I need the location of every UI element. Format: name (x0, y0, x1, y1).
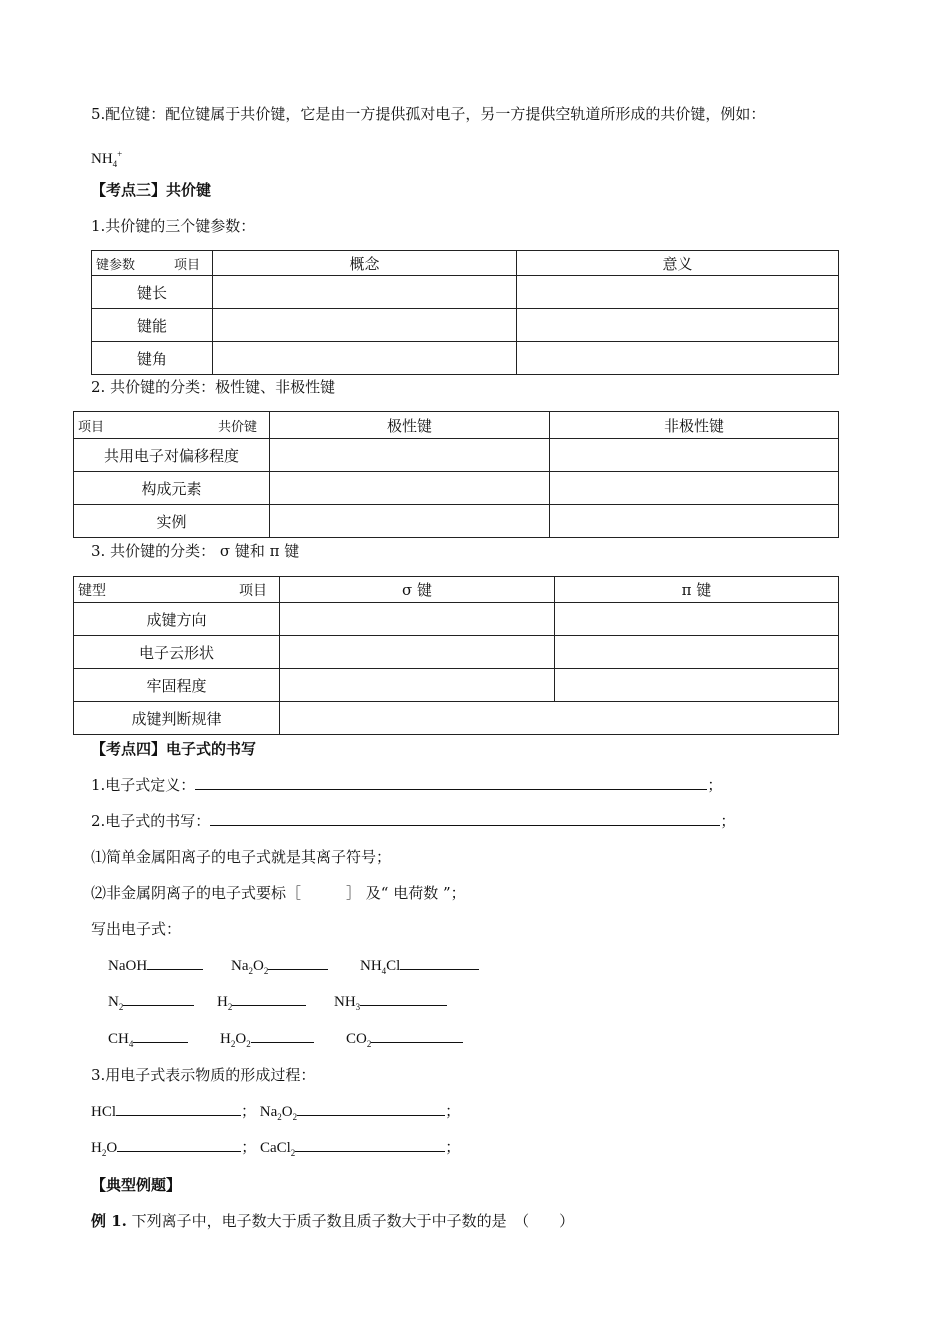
formula-h2: $H_2$ (217, 991, 306, 1017)
row-label: 共用电子对偏移程度 (74, 439, 270, 472)
answer-blank[interactable] (295, 1137, 445, 1152)
table-cell[interactable] (555, 636, 839, 669)
write-out-label: 写出电子式： (91, 920, 182, 938)
table-cell[interactable] (270, 439, 550, 472)
formula-nh4: $NH_4^+$ (91, 149, 123, 169)
row-label: 牢固程度 (74, 669, 280, 702)
answer-blank[interactable] (232, 991, 306, 1006)
answer-blank[interactable] (133, 1028, 188, 1043)
row-label: 实例 (74, 505, 270, 538)
answer-blank[interactable] (400, 955, 479, 970)
table-cell[interactable] (213, 342, 517, 375)
table-corner: 项目 共价键 (74, 412, 270, 439)
table-cell[interactable] (517, 309, 839, 342)
row-label: 键长 (92, 276, 213, 309)
section3-heading: 【考点三】共价键 (91, 181, 212, 199)
formula-nh4cl: $NH_4Cl$ (360, 955, 479, 981)
table-cell[interactable] (550, 505, 839, 538)
table-cell[interactable] (270, 505, 550, 538)
answer-blank[interactable] (117, 1137, 241, 1152)
row-label: 成键方向 (74, 603, 280, 636)
table-sigma-pi (73, 576, 839, 735)
formula-n2: $N_2$ (108, 991, 194, 1017)
col-header: 意义 (517, 251, 839, 276)
text-item5: 5.配位键：配位键属于共价键，它是由一方提供孤对电子，另一方提供空轨道所形成的共价键，例如： (91, 105, 766, 123)
question-2: 2. 共价键的分类：极性键、非极性键 (91, 378, 336, 396)
table-cell[interactable] (517, 276, 839, 309)
question-3-process: 3.用电子式表示物质的形成过程： (91, 1066, 316, 1084)
col-header: π 键 (555, 577, 839, 603)
formula-co2: $CO_2$ (346, 1028, 463, 1054)
answer-blank[interactable] (116, 1101, 241, 1116)
table-polarity (73, 411, 839, 538)
section4-heading: 【考点四】电子式的书写 (91, 740, 257, 758)
question-1: 1.共价键的三个键参数： (91, 217, 256, 235)
table-cell[interactable] (280, 669, 555, 702)
col-header: 极性键 (270, 412, 550, 439)
answer-blank[interactable] (371, 1028, 463, 1043)
definition-line: 1.电子式定义： ； (91, 776, 723, 794)
table-cell[interactable] (550, 472, 839, 505)
answer-blank[interactable] (195, 775, 707, 790)
answer-blank[interactable] (210, 811, 720, 826)
rule-1: ⑴简单金属阳离子的电子式就是其离子符号； (91, 848, 392, 866)
examples-heading: 【典型例题】 (91, 1176, 182, 1194)
example-1-text: 下列离子中，电子数大于质子数且质子数大于中子数的是 （ ） (131, 1212, 575, 1230)
table-cell[interactable] (555, 669, 839, 702)
table-cell[interactable] (550, 439, 839, 472)
table-cell[interactable] (213, 309, 517, 342)
formula-na2o2: $Na_2O_2$ (231, 955, 328, 981)
question-3: 3. 共价键的分类： σ 键和 π 键 (91, 542, 300, 560)
table-cell[interactable] (517, 342, 839, 375)
formula-naoh: NaOH (108, 955, 203, 976)
answer-blank[interactable] (297, 1101, 445, 1116)
answer-blank[interactable] (123, 991, 194, 1006)
table-cell[interactable] (213, 276, 517, 309)
col-header: σ 键 (280, 577, 555, 603)
table-cell[interactable] (280, 636, 555, 669)
row-label: 成键判断规律 (74, 702, 280, 735)
row-label: 电子云形状 (74, 636, 280, 669)
row-label: 键角 (92, 342, 213, 375)
table-cell[interactable] (555, 603, 839, 636)
table-cell[interactable] (280, 603, 555, 636)
formula-ch4: $CH_4$ (108, 1028, 188, 1054)
process-line-2: $H_2O$ ； CaCl$_2$ ； (91, 1137, 460, 1163)
example-1-label: 例 1. (91, 1212, 127, 1230)
col-header: 概念 (213, 251, 517, 276)
formula-h2o2: $H_2O_2$ (220, 1028, 314, 1054)
formula-nh3: $NH_3$ (334, 991, 447, 1017)
table-cell[interactable] (270, 472, 550, 505)
col-header: 非极性键 (550, 412, 839, 439)
row-label: 键能 (92, 309, 213, 342)
rule-2: ⑵非金属阴离子的电子式要标［ ］ 及“ 电荷数 ”； (91, 884, 466, 902)
row-label: 构成元素 (74, 472, 270, 505)
writing-line: 2.电子式的书写： ； (91, 812, 736, 830)
table-bond-parameters (91, 250, 839, 375)
table-corner: 键型 项目 (74, 577, 280, 603)
answer-blank[interactable] (251, 1028, 314, 1043)
answer-blank[interactable] (147, 955, 203, 970)
answer-blank[interactable] (360, 991, 447, 1006)
example-1 (91, 1211, 574, 1231)
answer-blank[interactable] (268, 955, 328, 970)
process-line-1: HCl ； $Na_2O_2$ ； (91, 1101, 460, 1127)
table-cell-merged[interactable] (280, 702, 839, 735)
table-corner: 键参数 项目 (92, 251, 213, 276)
